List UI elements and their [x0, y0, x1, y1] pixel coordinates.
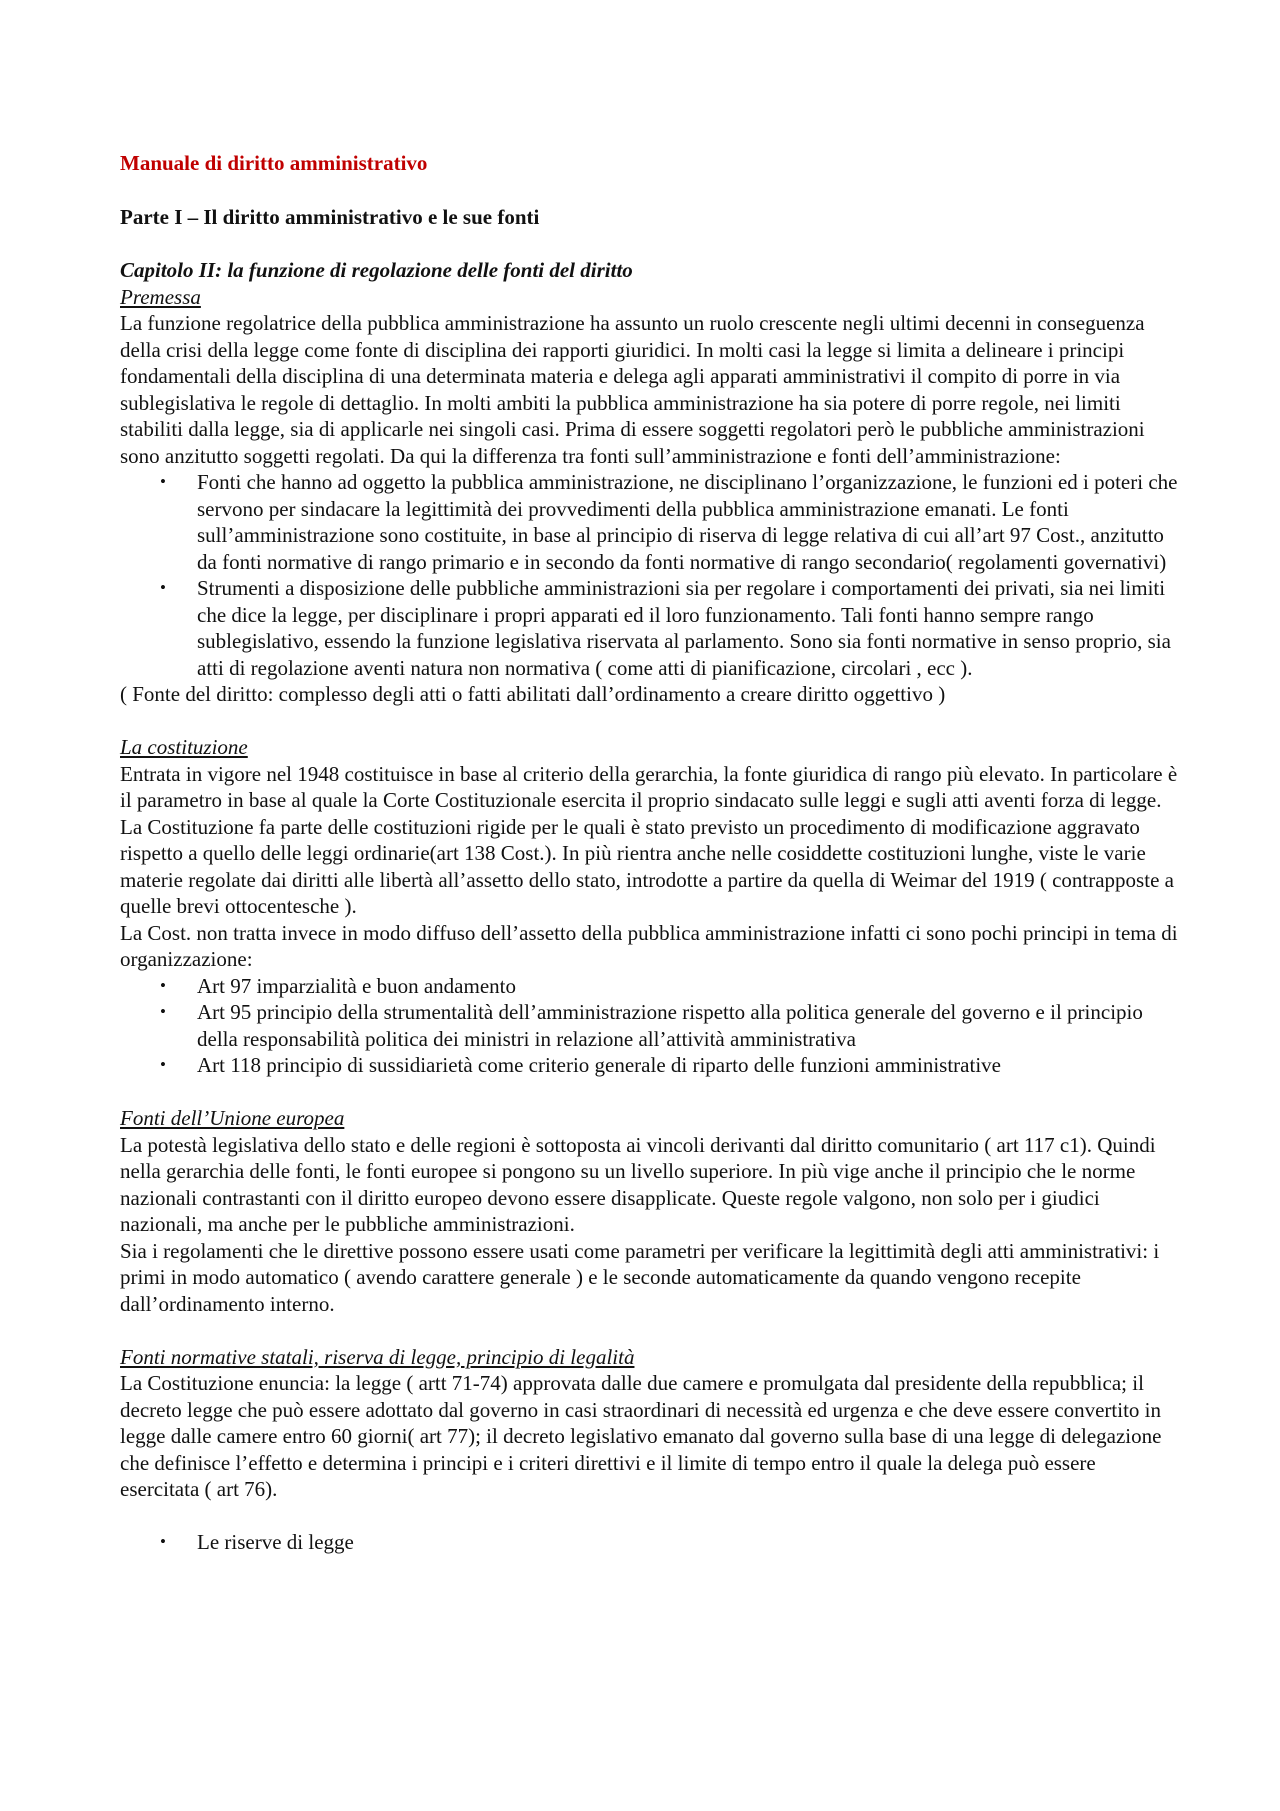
- list-item-text: Art 118 principio di sussidiarietà come criterio generale di riparto delle funzioni amministrative: [197, 1053, 1001, 1077]
- section-heading-premessa: Premessa: [120, 284, 201, 309]
- list-item: [160, 469, 1180, 575]
- list-item-text: Strumenti a disposizione delle pubbliche amministrazioni sia per regolare i comportamenti dei privati, sia nei limiti che dice la legge, per disciplinare i propri apparati ed il loro funzionamento. Tali fonti hanno sempre rango sublegislativo, essendo la funzione legislativa riservata al parlamento. Sono sia fonti normative in senso proprio, sia atti di regolazione aventi natura non normativa ( come atti di pianificazione, circolari , ecc ).: [197, 576, 1171, 680]
- section-heading-costituzione: La costituzione: [120, 735, 248, 759]
- spacer: [120, 708, 1180, 735]
- list-item: [160, 575, 1180, 681]
- bullet-icon: •: [160, 1532, 166, 1551]
- list-item: [160, 1052, 1180, 1079]
- bullet-icon: •: [160, 1055, 166, 1074]
- costituzione-paragraph-1: Entrata in vigore nel 1948 costituisce in base al criterio della gerarchia, la fonte giuridica di rango più elevato. In particolare è il parametro in base al quale la Corte Costituzionale esercita il proprio sindacato sulle leggi e sugli atti aventi forza di legge. La Costituzione fa parte delle costituzioni rigide per le quali è stato previsto un procedimento di modificazione aggravato rispetto a quello delle leggi ordinarie(art 138 Cost.). In più rientra anche nelle cosiddette costituzioni lunghe, viste le varie materie regolate dai diritti alle libertà all’assetto dello stato, introdotte a partire da quella di Weimar del 1919 ( contrapposte a quelle brevi ottocentesche ).: [120, 761, 1178, 918]
- list-item-text: Le riserve di legge: [197, 1530, 354, 1554]
- chapter-title: Capitolo II: la funzione di regolazione delle fonti del diritto: [120, 258, 633, 282]
- premessa-note: ( Fonte del diritto: complesso degli atti o fatti abilitati dall’ordinamento a creare diritto oggettivo ): [120, 682, 946, 706]
- premessa-intro: La funzione regolatrice della pubblica amministrazione ha assunto un ruolo crescente negli ultimi decenni in conseguenza della crisi della legge come fonte di disciplina dei rapporti giuridici. In molti casi la legge si limita a delineare i principi fondamentali della disciplina di una determinata materia e delega agli apparati amministrativi il compito di porre in via sublegislativa le regole di dettaglio. In molti ambiti la pubblica amministrazione ha sia potere di porre regole, nei limiti stabiliti dalla legge, sia di applicarle nei singoli casi. Prima di essere soggetti regolatori però le pubbliche amministrazioni sono anzitutto soggetti regolati. Da qui la differenza tra fonti sull’amministrazione e fonti dell’amministrazione:: [120, 311, 1145, 468]
- statali-paragraph-1: La Costituzione enuncia: la legge ( artt 71-74) approvata dalle due camere e promulgata dal presidente della repubblica; il decreto legge che può essere adottato dal governo in casi straordinari di necessità ed urgenza e che deve essere convertito in legge dalle camere entro 60 giorni( art 77); il decreto legislativo emanato dal governo sulla base di una legge di delegazione che definisce l’effetto e determina i principi e i criteri direttivi e il limite di tempo entro il quale la delega può essere esercitata ( art 76).: [120, 1371, 1162, 1501]
- bullet-icon: •: [160, 1002, 166, 1021]
- section-heading-ue: Fonti dell’Unione europea: [120, 1106, 345, 1130]
- bullet-icon: •: [160, 472, 166, 491]
- list-item: [160, 999, 1180, 1052]
- document-title: Manuale di diritto amministrativo: [120, 151, 428, 175]
- costituzione-bullet-list: [120, 973, 1180, 1079]
- list-item-text: Art 97 imparzialità e buon andamento: [197, 973, 516, 998]
- part-title: Parte I – Il diritto amministrativo e le sue fonti: [120, 204, 540, 229]
- premessa-bullet-list: [120, 469, 1180, 681]
- list-item: [160, 1529, 1180, 1556]
- section-heading-statali: Fonti normative statali, riserva di legge, principio di legalità: [120, 1344, 635, 1369]
- costituzione-paragraph-2: La Cost. non tratta invece in modo diffuso dell’assetto della pubblica amministrazione infatti ci sono pochi principi in tema di organizzazione:: [120, 920, 1178, 971]
- ue-paragraph-1: La potestà legislativa dello stato e delle regioni è sottoposta ai vincoli derivanti dal diritto comunitario ( art 117 c1). Quindi nella gerarchia delle fonti, le fonti europee si pongono su un livello superiore. In più vige anche il principio che le norme nazionali contrastanti con il diritto europeo devono essere disapplicate. Queste regole valgono, non solo per i giudici nazionali, ma anche per le pubbliche amministrazioni.: [120, 1132, 1156, 1236]
- bullet-icon: •: [160, 578, 166, 597]
- list-item-text: Fonti che hanno ad oggetto la pubblica amministrazione, ne disciplinano l’organizzazione, le funzioni ed i poteri che servono per sindacare la legittimità dei provvedimenti della pubblica amministrazione emanati. Le fonti sull’amministrazione sono costituite, in base al principio di riserva di legge relativa di cui all’art 97 Cost., anzitutto da fonti normative di rango primario e in secondo da fonti normative di rango secondario( regolamenti governativi): [197, 470, 1178, 574]
- bullet-icon: •: [160, 975, 166, 995]
- ue-paragraph-2: Sia i regolamenti che le direttive possono essere usati come parametri per verificare la legittimità degli atti amministrativi: i primi in modo automatico ( avendo carattere generale ) e le seconde automaticamente da quando vengono recepite dall’ordinamento interno.: [120, 1238, 1160, 1316]
- statali-bullet-list: [120, 1529, 1180, 1556]
- list-item: [160, 973, 1180, 1000]
- spacer: [120, 1079, 1180, 1106]
- spacer: [120, 1503, 1180, 1530]
- list-item-text: Art 95 principio della strumentalità dell’amministrazione rispetto alla politica generale del governo e il principio della responsabilità politica dei ministri in relazione all’attività amministrativa: [197, 1000, 1143, 1051]
- spacer: [120, 1317, 1180, 1344]
